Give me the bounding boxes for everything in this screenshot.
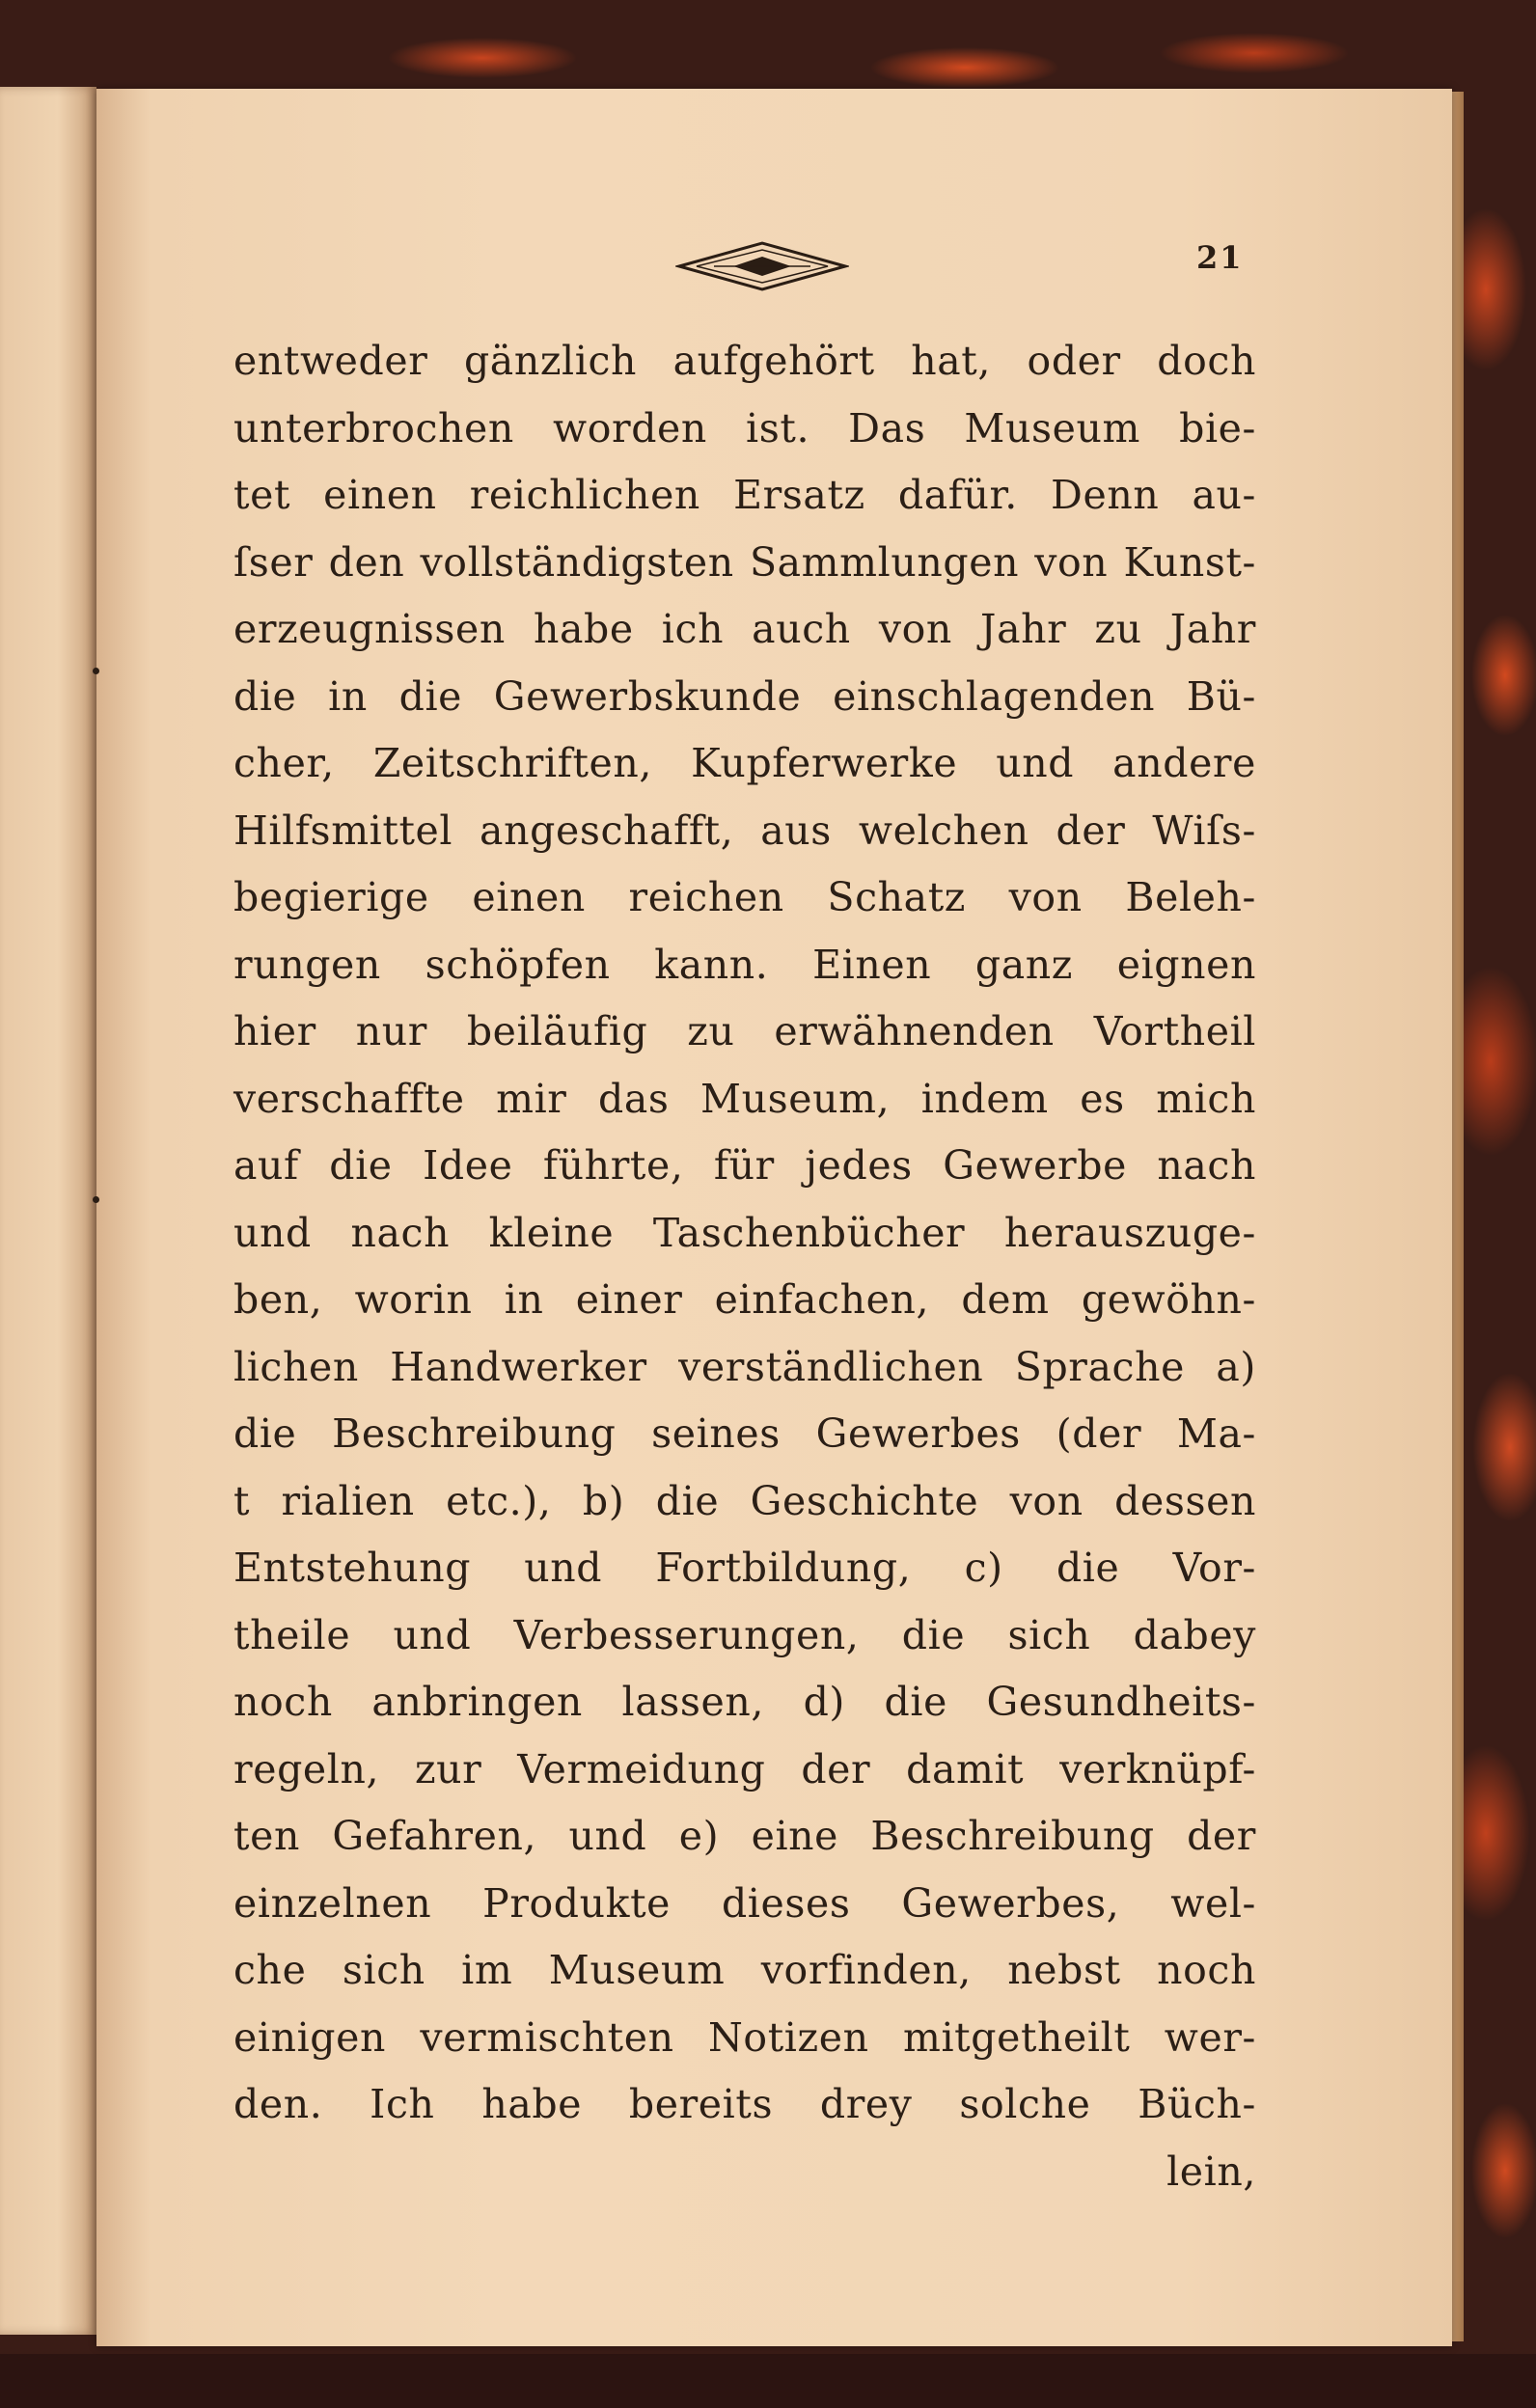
text-line: ſser den vollständigsten Sammlungen von Kunst- [233,538,1256,586]
text-line: noch anbringen lassen, d) die Gesundheits- [233,1679,1256,1725]
text-line: einigen vermischten Notizen mitgetheilt wer- [233,2013,1256,2061]
text-line: Hilfsmittel angeschafft, aus welchen der Wiſs- [233,807,1256,854]
text-line: t rialien etc.), b) die Geschichte von dessen [233,1477,1256,1524]
text-line: ten Gefahren, und e) eine Beschreibung der [233,1813,1256,1859]
book-cover-bottom [0,2354,1536,2408]
text-line: regeln, zur Vermeidung der damit verknüpf- [233,1745,1256,1792]
text-line: entweder gänzlich aufgehört hat, oder doch [233,338,1256,384]
text-line: tet einen reichlichen Ersatz dafür. Denn au- [233,472,1256,518]
body-text [233,328,1256,2205]
text-line: den. Ich habe bereits drey solche Büch- [233,2081,1256,2127]
text-line: lichen Handwerker verständlichen Sprache a) [233,1343,1256,1390]
text-line: ben, worin in einer einfachen, dem gewöhn- [233,1276,1256,1323]
text-line: erzeugnissen habe ich auch von Jahr zu Jahr [233,606,1256,652]
text-line: hier nur beiläufig zu erwähnenden Vortheil [233,1008,1256,1054]
catchword: lein, [1166,2148,1256,2195]
previous-page-edge [0,87,96,2335]
text-line: die Beschreibung seines Gewerbes (der Ma- [233,1410,1256,1457]
text-line: und nach kleine Taschenbücher herauszuge- [233,1209,1256,1256]
text-line: cher, Zeitschriften, Kupferwerke und andere [233,740,1256,786]
text-line: auf die Idee führte, für jedes Gewerbe nach [233,1142,1256,1189]
text-line: begierige einen reichen Schatz von Beleh- [233,874,1256,920]
text-line: Entstehung und Fortbildung, c) die Vor- [233,1545,1256,1591]
page-stack-edge [1452,92,1464,2341]
text-line: rungen schöpfen kann. Einen ganz eignen [233,941,1256,988]
text-line: theile und Verbesserungen, die sich dabey [233,1611,1256,1658]
ink-mark [93,1196,99,1203]
diamond-ornament-icon [675,239,849,293]
text-line: einzelnen Produkte dieses Gewerbes, wel- [233,1879,1256,1927]
text-line: unterbrochen worden ist. Das Museum bie- [233,404,1256,452]
text-line: verschaffte mir das Museum, indem es mich [233,1075,1256,1122]
page-number: 21 [1196,239,1244,276]
ink-mark [93,668,99,674]
text-line: che sich im Museum vorfinden, nebst noch [233,1947,1256,1993]
text-line: die in die Gewerbskunde einschlagenden Bü- [233,672,1256,720]
